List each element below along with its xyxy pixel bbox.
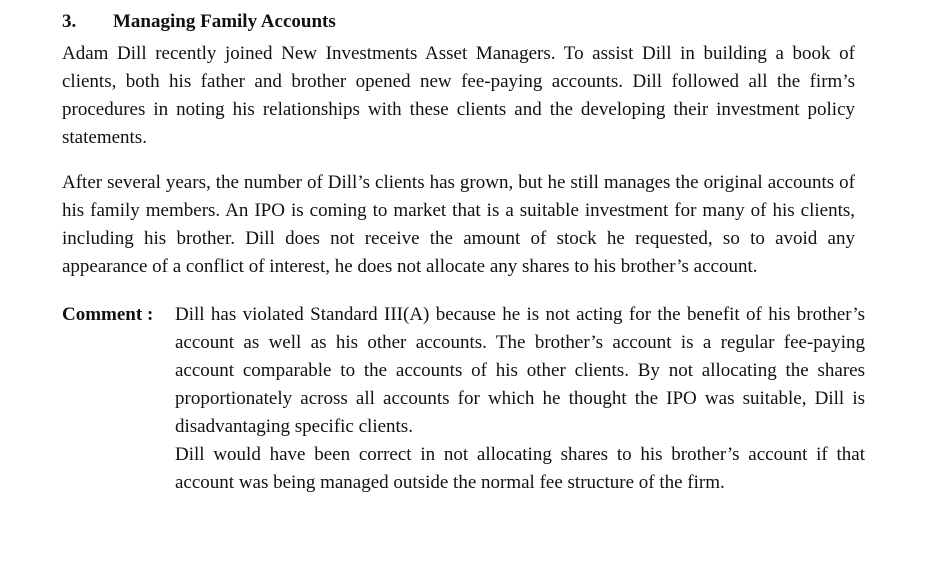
section-number: 3. xyxy=(62,11,77,32)
paragraph-ipo: After several years, the number of Dill’s clients has grown, but he still manages the original accounts of his family members. An IPO is coming to market that is a suitable investment for many of his clients, including his brother. Dill does not receive the amount of stock he requested, so to avoid any appearance of a conflict of interest, he does not allocate any shares to his brother’s account. xyxy=(62,172,855,277)
document-page xyxy=(62,8,865,497)
section-heading xyxy=(62,8,855,36)
comment-block xyxy=(62,301,865,497)
paragraph-intro: Adam Dill recently joined New Investments Asset Managers. To assist Dill in building a book of clients, both his father and brother opened new fee-paying accounts. Dill followed all the firm’s procedures in noting his relationships with these clients and the developing their investment policy statements. xyxy=(62,43,855,148)
comment-paragraph-violation: Dill has violated Standard III(A) because he is not acting for the benefit of his brother’s account as well as his other accounts. The brother’s account is a regular fee-paying account comparable to the accounts of his other clients. By not allocating the shares proportionately across all accounts for which he thought the IPO was suitable, Dill is disadvantaging specific clients. xyxy=(175,304,865,437)
comment-body xyxy=(175,301,865,497)
section-title: Managing Family Accounts xyxy=(113,11,336,32)
comment-label: Comment : xyxy=(62,304,154,325)
comment-paragraph-exception: Dill would have been correct in not allocating shares to his brother’s account if that account was being managed outside the normal fee structure of the firm. xyxy=(175,444,865,493)
